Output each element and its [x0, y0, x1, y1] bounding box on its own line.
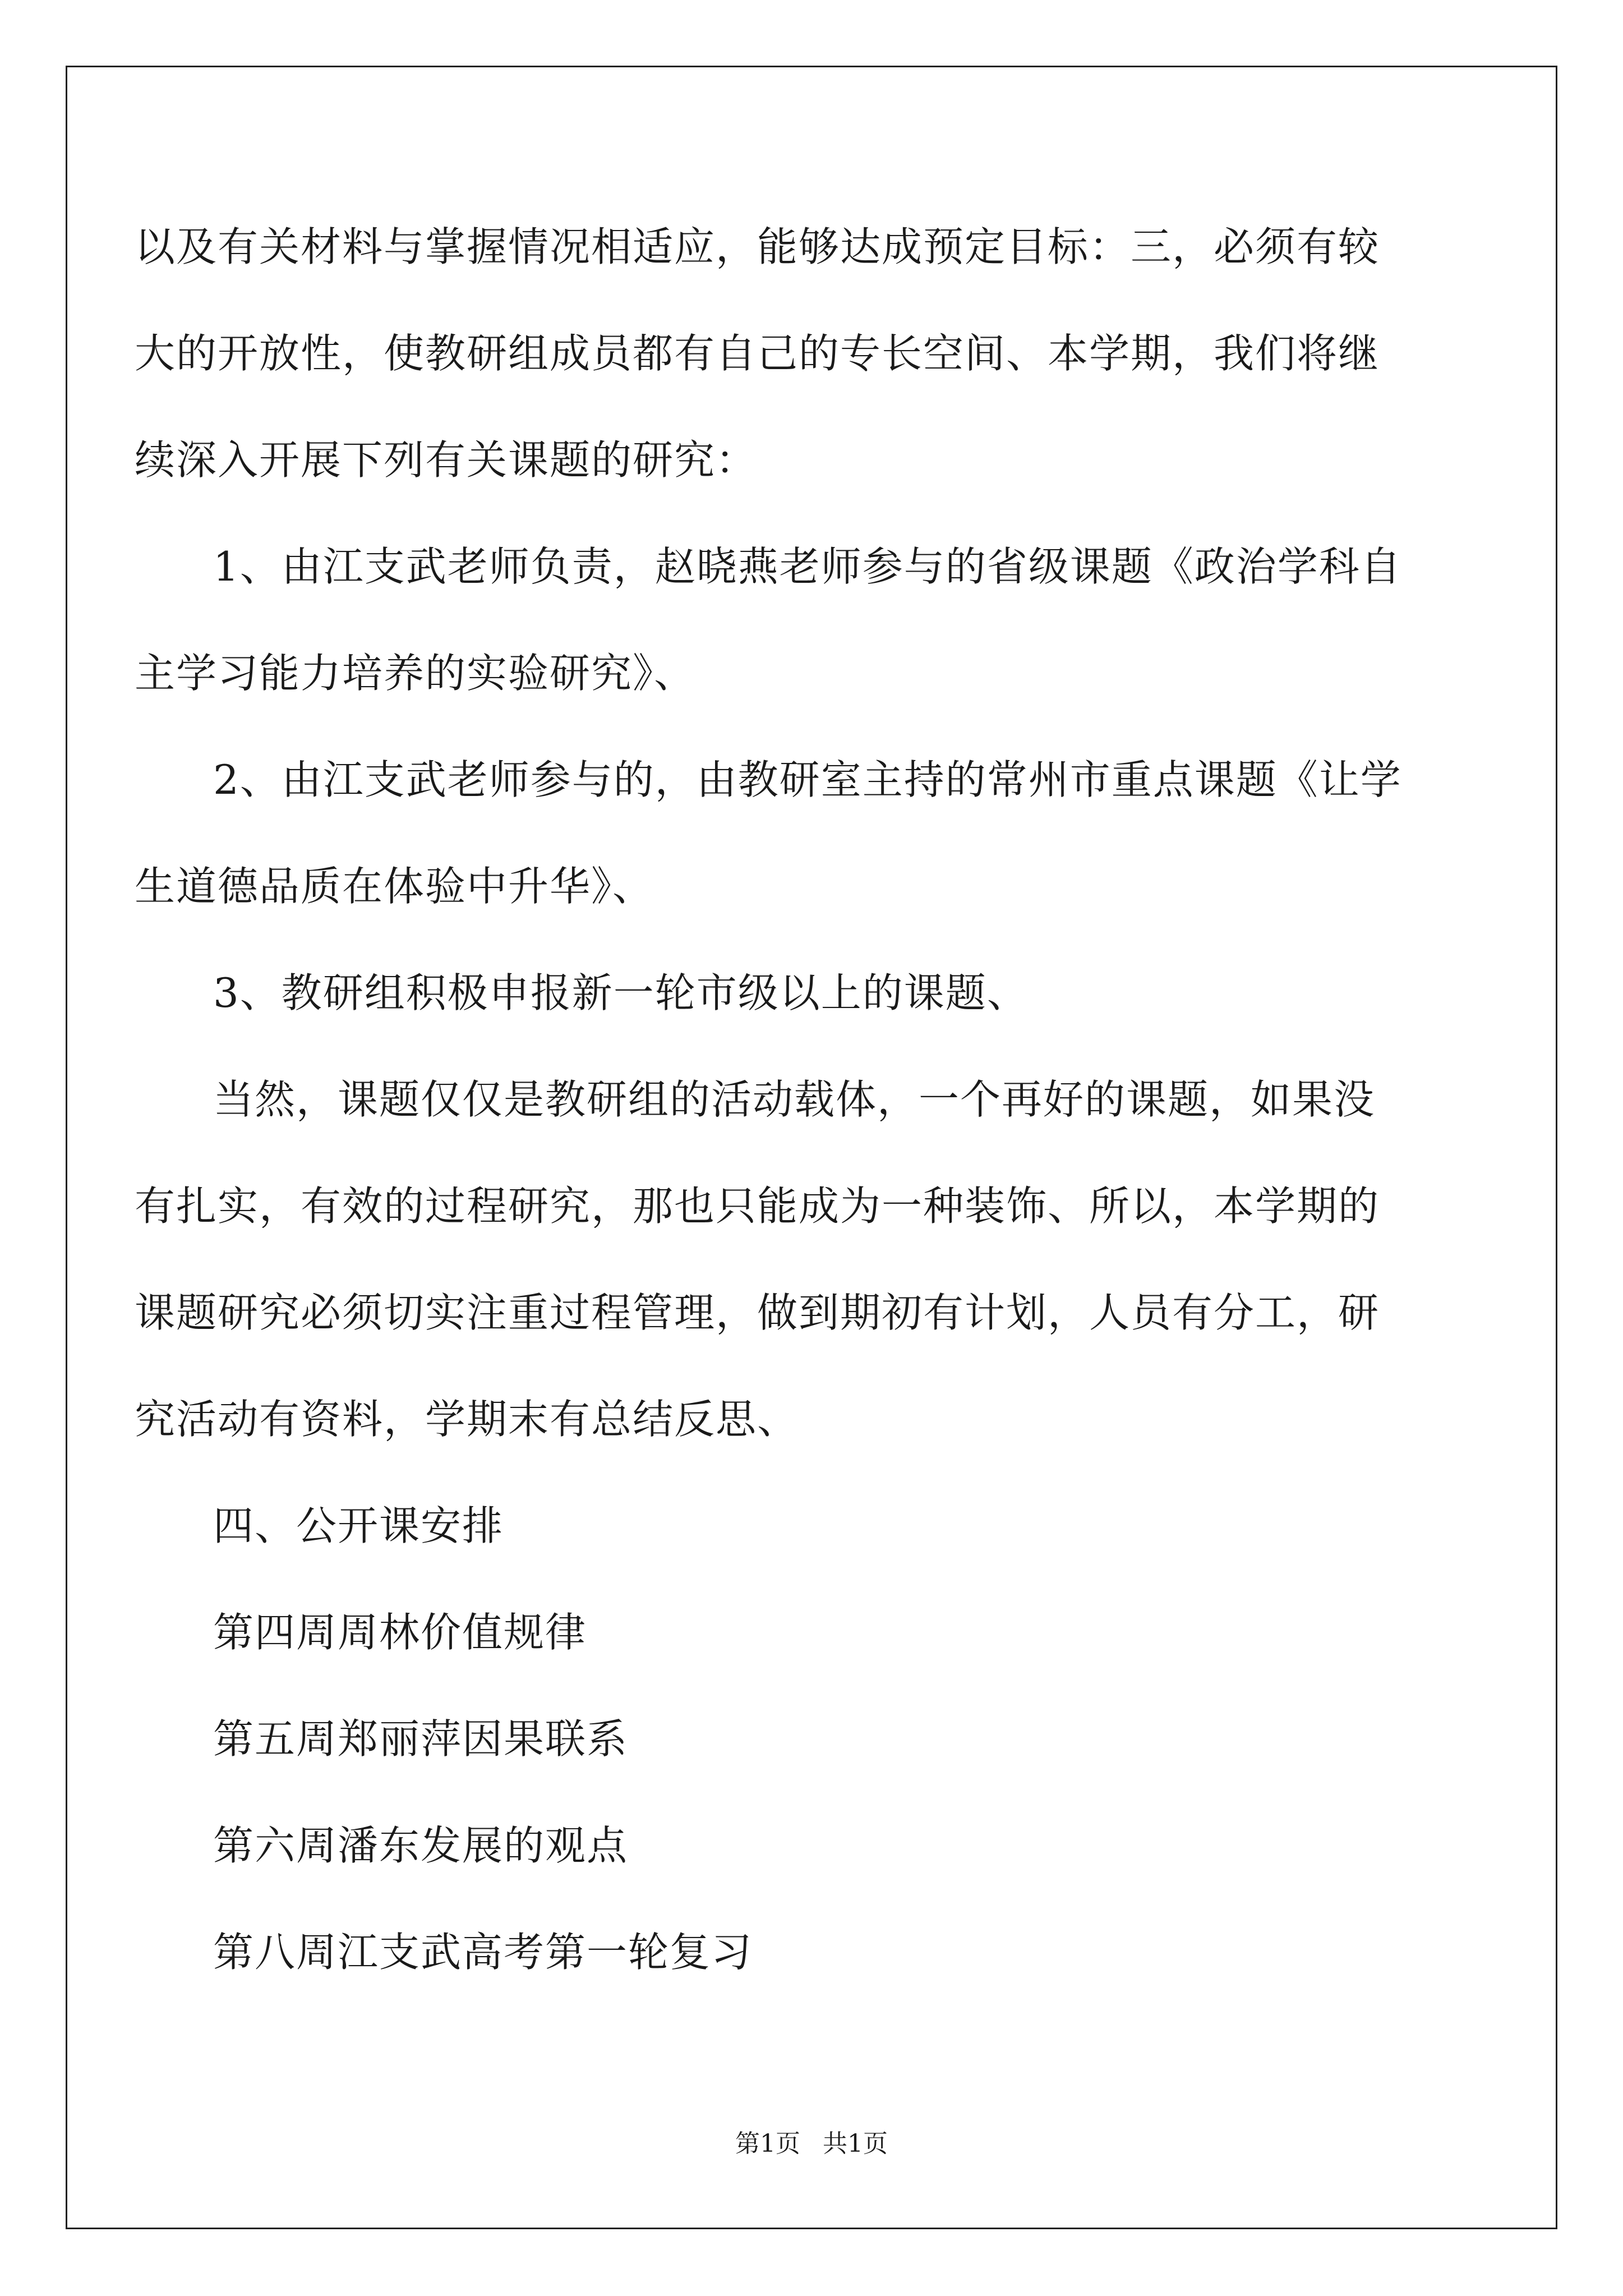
schedule-item: 第六周潘东发展的观点 — [213, 1822, 629, 1869]
paragraph-1-line-1: 以及有关材料与掌握情况相适应，能够达成预定目标：三，必须有较 — [135, 223, 1380, 270]
paragraph-3-line-1: 2、由江支武老师参与的，由教研室主持的常州市重点课题《让学 — [213, 756, 1402, 803]
paragraph-1-line-2: 大的开放性，使教研组成员都有自己的专长空间、本学期，我们将继 — [135, 330, 1380, 377]
section-heading: 四、公开课安排 — [213, 1502, 504, 1549]
paragraph-5-line-1: 当然，课题仅仅是教研组的活动载体，一个再好的课题，如果没 — [213, 1076, 1376, 1123]
schedule-item: 第五周郑丽萍因果联系 — [213, 1715, 629, 1763]
schedule-item: 第四周周林价值规律 — [213, 1609, 587, 1656]
page-footer — [0, 2127, 1623, 2161]
paragraph-5-line-2: 有扎实，有效的过程研究，那也只能成为一种装饰、所以，本学期的 — [135, 1182, 1380, 1230]
paragraph-4-line-1: 3、教研组积极申报新一轮市级以上的课题、 — [213, 969, 1029, 1016]
schedule-item: 第八周江支武高考第一轮复习 — [213, 1929, 753, 1976]
paragraph-1-line-3: 续深入开展下列有关课题的研究： — [135, 436, 758, 484]
paragraph-3-line-2: 生道德品质在体验中升华》、 — [135, 863, 654, 910]
page-total: 共1页 — [823, 2129, 888, 2158]
page-number: 第1页 — [735, 2129, 800, 2158]
paragraph-2-line-1: 1、由江支武老师负责，赵晓燕老师参与的省级课题《政治学科自 — [213, 543, 1402, 590]
paragraph-2-line-2: 主学习能力培养的实验研究》、 — [135, 650, 696, 697]
paragraph-5-line-3: 课题研究必须切实注重过程管理，做到期初有计划，人员有分工，研 — [135, 1289, 1380, 1336]
paragraph-5-line-4: 究活动有资料，学期末有总结反思、 — [135, 1396, 799, 1443]
page-border — [66, 66, 1557, 2229]
